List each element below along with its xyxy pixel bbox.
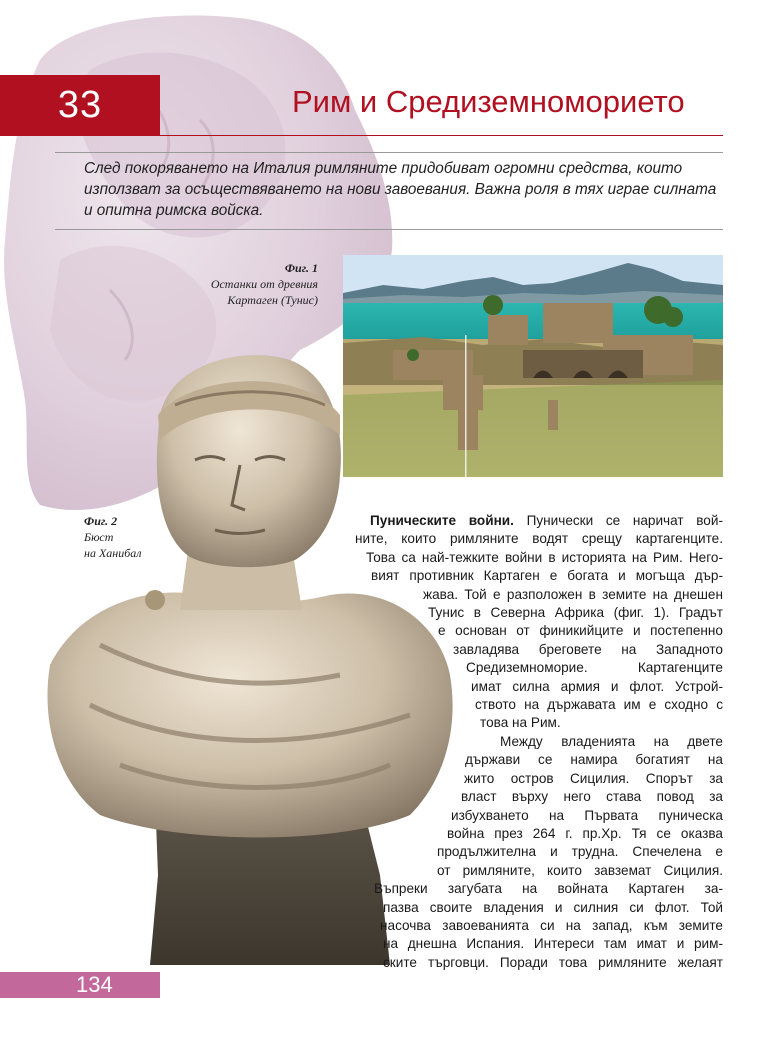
- body-line: на днешна Испания. Интереси там имат и рим-: [383, 936, 723, 952]
- lesson-number-box: [0, 75, 160, 136]
- page-number: 134: [76, 972, 113, 997]
- figure-1-caption-line: Картаген (Тунис): [227, 293, 318, 307]
- body-line: е основан от финикийците и постепенно: [438, 623, 723, 639]
- section-heading: Пуническите войни.: [370, 513, 514, 528]
- body-line: пазва своите владения и силния си флот. Той: [383, 899, 723, 915]
- figure-1-label: Фиг. 1: [284, 261, 318, 275]
- body-line: власт върху него става повод за: [461, 789, 723, 805]
- body-line: жава. Той е разположен в земите на днешен: [423, 586, 723, 602]
- body-line: насочва завоеванията си на запад, към земите: [380, 917, 723, 933]
- body-text: [0, 512, 723, 972]
- figure-1-caption-line: Останки от древния: [210, 277, 318, 291]
- body-line: завладява бреговете на Западното: [453, 641, 723, 657]
- lesson-number: 33: [57, 84, 103, 126]
- intro-divider-top: [55, 152, 723, 153]
- body-line: ството на държавата им е сходно с: [475, 697, 723, 713]
- body-line: ските търговци. Поради това римляните желаят: [383, 954, 723, 970]
- body-line: имат силна армия и флот. Устрой-: [471, 678, 723, 694]
- body-line: Средиземноморие. Картагенците: [466, 660, 723, 676]
- figure-2-caption-line: на Ханибал: [84, 546, 142, 560]
- body-line: [370, 512, 723, 530]
- body-line: жито остров Сицилия. Спорът за: [464, 770, 723, 786]
- body-line: Между владенията на двете: [500, 733, 723, 749]
- body-line: продължителна и трудна. Спечелена е: [437, 844, 723, 860]
- title-underline: [160, 135, 723, 136]
- body-line: държави се намира богатият на: [465, 752, 723, 768]
- figure-2-caption-line: Бюст: [84, 530, 114, 544]
- body-line: избухването на Първата пуническа: [451, 807, 723, 823]
- body-line: война през 264 г. пр.Хр. Тя се оказва: [447, 825, 723, 841]
- intro-divider-bottom: [55, 229, 723, 230]
- chapter-title: Рим и Средиземноморието: [292, 84, 685, 119]
- body-line: Тунис в Северна Африка (фиг. 1). Градът: [428, 605, 723, 621]
- body-line: ните, които римляните водят срещу картагенците.: [355, 531, 723, 547]
- body-line-text: Пунически се наричат вой-: [526, 513, 723, 528]
- figure-1-caption: [180, 260, 318, 308]
- body-line: Това са най-тежките войни в историята на Рим. Него-: [366, 549, 723, 565]
- body-line: Въпреки загубата на войната Картаген за-: [374, 881, 723, 897]
- body-line: от римляните, които завземат Сицилия.: [437, 862, 723, 878]
- figure-2-label: Фиг. 2: [84, 514, 118, 528]
- body-line: вият противник Картаген е богата и могъща дър-: [371, 568, 723, 584]
- body-line: това на Рим.: [480, 715, 561, 731]
- intro-paragraph: След покоряването на Италия римляните придобиват огромни средства, които използват за осъществяването на нови завоевания. Важна роля в тях играе силната и опитна римска войска.: [84, 160, 717, 219]
